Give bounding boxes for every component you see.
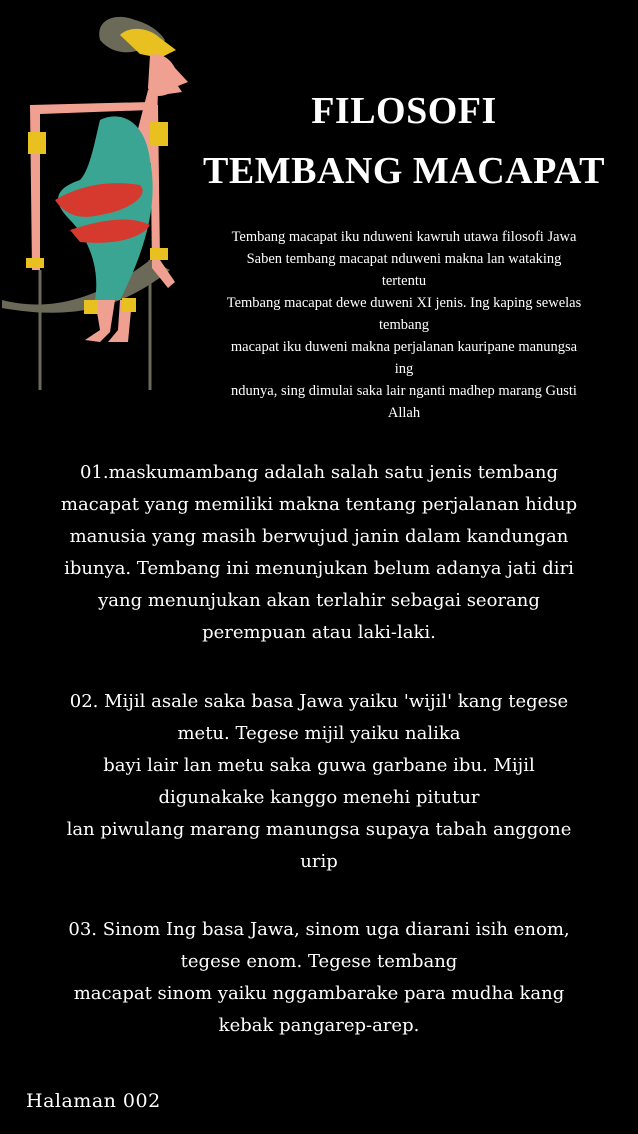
paragraph-maskumambang (28, 457, 610, 649)
intro-line: Tembang macapat iku nduweni kawruh utawa filosofi Jawa (231, 229, 577, 245)
puppet-wrist-right (150, 248, 168, 260)
paragraph-line: macapat yang memiliki makna tentang perjalanan hidup (60, 494, 578, 515)
page-number-label: Halaman 002 (26, 1090, 161, 1112)
paragraph-line: manusia yang masih berwujud janin dalam kandungan (69, 526, 569, 547)
intro-line: Tembang macapat dewe duweni XI jenis. Ing kaping sewelas (226, 295, 582, 311)
intro-line: ing (394, 361, 414, 377)
puppet-bracelet-left (28, 132, 46, 154)
puppet-bracelet-right (150, 122, 168, 146)
paragraph-line: ibunya. Tembang ini menunjukan belum adanya jati diri (64, 558, 574, 579)
intro-line: ndunya, sing dimulai saka lair nganti madhep marang Gusti (231, 383, 577, 399)
intro-line: tembang (379, 317, 429, 333)
intro-line: Allah (387, 405, 421, 421)
paragraph-line: urip (300, 851, 338, 872)
intro-line: Saben tembang macapat nduweni makna lan wataking (246, 251, 562, 267)
paragraph-line: digunakake kanggo menehi pitutur (158, 787, 480, 808)
intro-paragraph (178, 226, 630, 424)
paragraph-line: yang menunjukan akan terlahir sebagai seorang (98, 590, 540, 611)
wayang-puppet-illustration (0, 10, 200, 390)
puppet-anklet-left (84, 300, 98, 314)
paragraph-line: bayi lair lan metu saka guwa garbane ibu. Mijil (103, 755, 535, 776)
paragraph-line: tegese enom. Tegese tembang (180, 951, 458, 972)
intro-line: macapat iku duweni makna perjalanan kauripane manungsa (230, 339, 578, 355)
puppet-face (148, 54, 188, 96)
page-title-line-2: TEMBANG MACAPAT (203, 150, 605, 192)
puppet-wrist-left (26, 258, 44, 268)
intro-line: tertentu (381, 273, 427, 289)
paragraph-line: macapat sinom yaiku nggambarake para mudha kang (73, 983, 565, 1004)
paragraph-line: perempuan atau laki-laki. (202, 622, 436, 643)
paragraph-line: lan piwulang marang manungsa supaya tabah anggone (66, 819, 572, 840)
paragraph-line: 03. Sinom Ing basa Jawa, sinom uga diarani isih enom, (68, 919, 570, 940)
paragraph-mijil (28, 686, 610, 878)
puppet-anklet-right (122, 298, 136, 312)
paragraph-line: 02. Mijil asale saka basa Jawa yaiku 'wijil' kang tegese (69, 691, 569, 712)
paragraph-sinom (28, 914, 610, 1042)
page-title-line-1: FILOSOFI (311, 90, 497, 132)
paragraph-line: metu. Tegese mijil yaiku nalika (177, 723, 461, 744)
paragraph-line: 01.maskumambang adalah salah satu jenis tembang (79, 462, 559, 483)
paragraph-line: kebak pangarep-arep. (218, 1015, 420, 1036)
